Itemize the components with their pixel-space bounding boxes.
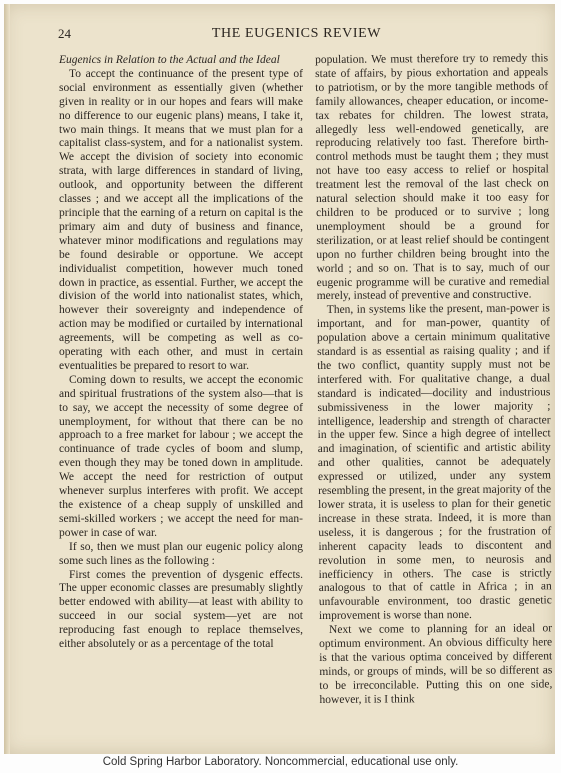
paragraph: First comes the prevention of dysgenic effects. The upper economic classes are presumably slightly better endowed with ability—at least with ability to succeed in our social system—yet are not reproducing fast enough to replace themselves, either absolutely or as a percentage of the total [59, 568, 303, 651]
right-column [315, 52, 553, 707]
section-heading: Eugenics in Relation to the Actual and the Ideal [59, 54, 280, 66]
left-column [59, 54, 303, 652]
paragraph: Coming down to results, we accept the economic and spiritual frustrations of the system also—that is to say, we accept the necessity of some degree of unemployment, for without that there can be no approach to a free market for labour ; we accept the continuance of trade cycles of boom and slump, even though they may be toned down in amplitude. We accept the need for restriction of output whenever surplus interferes with profit. We accept the existence of a cheap supply of unskilled and semi-skilled workers ; we accept the need for man-power in case of war. [59, 373, 303, 539]
paragraph: To accept the continuance of the present type of social environment as essentially given (whether given in reality or in our hopes and fears will make no difference to our eugenic plans) means, I take it, two main things. It means that we must plan for a capitalist class-system, and for a nationalist system. We accept the division of society into economic strata, with large differences in standard of living, outlook, and opportunity between the different classes ; and we accept all the implications of the principle that the earning of a return on capital is the primary aim and duty of business and finance, whatever minor modifications and regulations may be found desirable or opportune. We accept individualist competition, however much toned down in practice, as essential. Further, we accept the division of the world into nationalist states, which, however their sovereignty and independence of action may be modified or curtailed by international agreements, will be competing as well as co-operating with each other, and must in certain eventualities be prepared to resort to war. [59, 67, 303, 372]
book-page [4, 4, 555, 754]
page-header [58, 26, 535, 42]
paragraph: Then, in systems like the present, man-power is important, and for man-power, quantity of population above a certain minimum qualitative standard is as essential as raising quality ; and if the two conflict, quantity supply must not be interfered with. For qualitative change, a dual standard is indicated—docility and industrious submissiveness in the lower majority ; intelligence, leadership and strength of character in the upper few. Since a high degree of intellect and imagination, of scientific and artistic ability and other qualities, cannot be adequately expressed or utilized, under any system resembling the present, in the great majority of the lower strata, it is useless to plan for their genetic increase in these strata. Indeed, it is more than useless, it is dangerous ; for the frustration of inherent capacity leads to discontent and revolution in some men, to neurosis and inefficiency in others. The case is strictly analogous to that of cattle in Africa ; in an unfavourable environment, too drastic genetic improvement is worse than none. [316, 302, 552, 623]
running-title: THE EUGENICS REVIEW [211, 26, 382, 41]
page-number: 24 [58, 26, 71, 41]
footer-credit: Cold Spring Harbor Laboratory. Noncommercial, educational use only. [102, 756, 459, 768]
paragraph: Next we come to planning for an ideal or optimum environment. An obvious difficulty here is that the various optima conceived by different minds, or groups of minds, will be so different as to be irreconcilable. Putting this on one side, however, it is I think [319, 622, 553, 706]
page-spine-shadow [4, 4, 10, 754]
paragraph: If so, then we must plan our eugenic policy along some such lines as the following : [59, 540, 303, 567]
paragraph: population. We must therefore try to remedy this state of affairs, by pious exhortation and appeals to patriotism, or by the more tangible methods of family allowances, cheaper education, or income-tax rebates for children. The lowest strata, allegedly less well-endowed genetically, are reproducing relatively too fast. Therefore birth-control methods must be taught them ; they must not have too easy access to relief or hospital treatment lest the removal of the last check on natural selection should make it too easy for children to be produced or to survive ; long unemployment should be a ground for sterilization, or at least relief should be contingent upon no further children being brought into the world ; and so on. That is to say, much of our eugenic programme will be curative and remedial merely, instead of preventive and constructive. [315, 52, 550, 303]
